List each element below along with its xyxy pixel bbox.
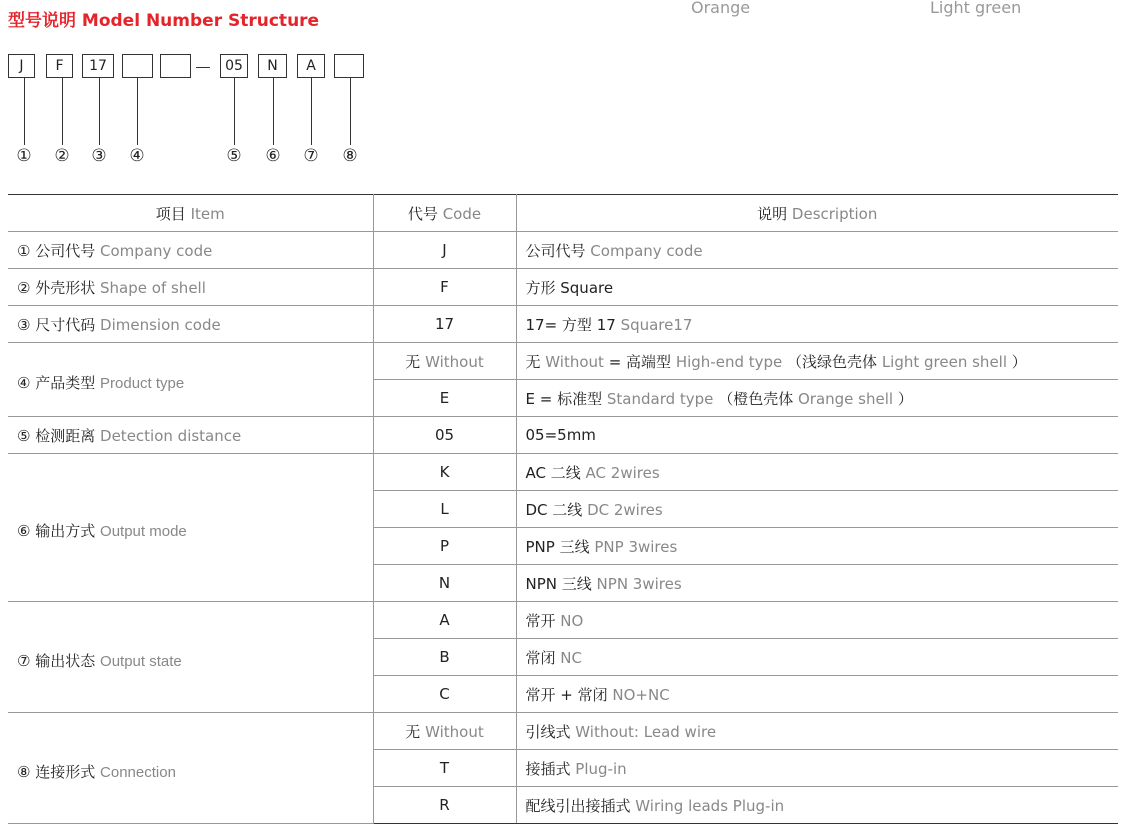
description-en: Orange shell <box>797 389 894 408</box>
description-cell <box>516 454 1118 491</box>
code-cell <box>373 491 516 528</box>
code-cell <box>373 676 516 713</box>
description-en: NO+NC <box>612 685 670 704</box>
description-cell <box>516 528 1118 565</box>
code-cell <box>373 232 516 269</box>
item-marker: ⑧ <box>17 762 31 781</box>
marker-8: ⑧ <box>342 146 358 166</box>
description-en: AC 2wires <box>585 463 660 482</box>
code-cell <box>373 602 516 639</box>
model-box-5 <box>160 54 191 78</box>
description-cn: 无 <box>525 352 541 371</box>
description-cell <box>516 565 1118 602</box>
description-cell <box>516 787 1118 824</box>
item-name-cn: 尺寸代码 <box>35 315 96 334</box>
model-box-1: J <box>8 54 35 78</box>
item-cell <box>8 269 373 306</box>
description-cn: E = 标准型 <box>525 389 603 408</box>
table-header-row <box>8 195 1118 232</box>
description-cell <box>516 639 1118 676</box>
header-item-cn: 项目 <box>155 204 186 223</box>
description-en: High-end type <box>675 352 783 371</box>
description-en: Plug-in <box>575 759 627 778</box>
item-name-en: Shape of shell <box>100 278 206 297</box>
code-cell <box>373 417 516 454</box>
table-row <box>8 713 1118 750</box>
code-value-en: Without <box>425 352 484 371</box>
description-en: NPN 3wires <box>596 574 682 593</box>
item-cell <box>8 232 373 269</box>
marker-3: ③ <box>91 146 107 166</box>
item-name-en: Dimension code <box>100 315 221 334</box>
table-body <box>8 232 1118 824</box>
table-row <box>8 602 1118 639</box>
code-value: P <box>439 537 450 555</box>
description-cn: ） <box>1011 352 1027 371</box>
item-name-en: Output state <box>100 652 182 670</box>
description-cell <box>516 676 1118 713</box>
description-cell <box>516 232 1118 269</box>
code-value: R <box>439 796 450 814</box>
description-cn: DC 二线 <box>525 500 583 519</box>
code-value: F <box>440 278 449 296</box>
header-code-cn: 代号 <box>407 204 438 223</box>
code-value: 17 <box>434 315 455 333</box>
item-name-en: Connection <box>100 763 176 781</box>
marker-7: ⑦ <box>303 146 319 166</box>
item-marker: ⑤ <box>17 426 31 445</box>
header-item-en: Item <box>190 204 225 223</box>
code-cell <box>373 787 516 824</box>
description-cell <box>516 713 1118 750</box>
table-row <box>8 269 1118 306</box>
item-name-cn: 连接形式 <box>35 762 96 781</box>
code-cell <box>373 750 516 787</box>
description-cn: （橙色壳体 <box>718 389 794 408</box>
code-value: T <box>439 759 450 777</box>
item-marker: ① <box>17 241 31 260</box>
item-name-cn: 公司代号 <box>35 241 96 260</box>
description-cn: 配线引出接插式 <box>525 796 631 815</box>
model-box-2: F <box>46 54 73 78</box>
code-cell <box>373 343 516 380</box>
item-marker: ③ <box>17 315 31 334</box>
item-marker: ⑥ <box>17 522 31 540</box>
leader-line-4 <box>137 78 138 145</box>
description-en: Without: Lead wire <box>575 722 717 741</box>
table-row <box>8 454 1118 491</box>
color-label-light-green: Light green <box>930 0 1022 17</box>
item-marker: ② <box>17 278 31 297</box>
description-cell <box>516 380 1118 417</box>
description-cell <box>516 417 1118 454</box>
item-marker: ⑦ <box>17 651 31 670</box>
description-cell <box>516 491 1118 528</box>
color-label-orange: Orange <box>691 0 751 17</box>
description-cn: AC 二线 <box>525 463 581 482</box>
description-en: Light green shell <box>881 352 1008 371</box>
code-value-en: Without <box>425 722 484 741</box>
item-cell <box>8 417 373 454</box>
model-box-3: 17 <box>82 54 114 78</box>
description-cell <box>516 269 1118 306</box>
marker-6: ⑥ <box>265 146 281 166</box>
leader-line-5 <box>234 78 235 145</box>
description-cn: 常开 + 常闭 <box>525 685 608 704</box>
code-cell <box>373 454 516 491</box>
model-box-9 <box>334 54 364 78</box>
code-value: 无 <box>405 722 421 741</box>
table-row <box>8 232 1118 269</box>
leader-line-6 <box>273 78 274 145</box>
description-cell <box>516 343 1118 380</box>
description-cn: 公司代号 <box>525 241 586 260</box>
leader-line-8 <box>350 78 351 145</box>
item-marker: ④ <box>17 374 31 392</box>
item-name-en: Output mode <box>100 523 187 540</box>
code-cell <box>373 306 516 343</box>
item-name-cn: 输出方式 <box>35 522 96 540</box>
item-cell <box>8 454 373 602</box>
description-cn: 常开 <box>525 611 556 630</box>
code-value: K <box>439 463 450 481</box>
leader-line-2 <box>62 78 63 145</box>
header-code-en: Code <box>442 204 482 223</box>
header-description <box>516 195 1118 232</box>
header-description-cn: 说明 <box>757 204 788 223</box>
leader-line-3 <box>99 78 100 145</box>
code-value: A <box>439 611 450 629</box>
item-cell <box>8 343 373 417</box>
description-en: Without <box>545 352 604 371</box>
marker-5: ⑤ <box>226 146 242 166</box>
code-cell <box>373 269 516 306</box>
marker-4: ④ <box>129 146 145 166</box>
description-cn: 常闭 <box>525 648 556 667</box>
model-box-6: 05 <box>220 54 248 78</box>
description-cn: PNP 三线 <box>525 537 590 556</box>
code-value: L <box>440 500 449 518</box>
model-box-7: N <box>258 54 287 78</box>
table-row <box>8 343 1118 380</box>
description-cn: 17= 方型 17 <box>525 315 616 334</box>
item-cell <box>8 306 373 343</box>
description-en: DC 2wires <box>587 500 663 519</box>
description-en: Company code <box>590 241 703 260</box>
description-cn: 方形 Square <box>525 278 614 297</box>
leader-line-7 <box>311 78 312 145</box>
description-cell <box>516 602 1118 639</box>
item-name-cn: 外壳形状 <box>35 278 96 297</box>
description-en: Wiring leads Plug-in <box>635 796 785 815</box>
marker-2: ② <box>54 146 70 166</box>
code-value: 无 <box>405 352 421 371</box>
item-name-cn: 检测距离 <box>35 426 96 445</box>
description-cn: 引线式 <box>525 722 571 741</box>
code-cell <box>373 380 516 417</box>
table-row <box>8 417 1118 454</box>
description-en: NC <box>560 648 582 667</box>
header-description-en: Description <box>791 204 878 223</box>
code-value: 05 <box>434 426 455 444</box>
description-cn: = 高端型 <box>608 352 672 371</box>
description-cn: （浅绿色壳体 <box>787 352 878 371</box>
model-dash <box>196 67 210 68</box>
item-name-en: Company code <box>100 241 213 260</box>
code-cell <box>373 639 516 676</box>
description-cn: NPN 三线 <box>525 574 592 593</box>
model-spec-table <box>8 194 1118 824</box>
description-cell <box>516 750 1118 787</box>
item-name-cn: 输出状态 <box>35 651 96 670</box>
description-cn: 接插式 <box>525 759 571 778</box>
page-title: 型号说明 Model Number Structure <box>8 11 320 31</box>
code-cell <box>373 565 516 602</box>
code-value: J <box>442 241 447 259</box>
item-name-en: Product type <box>100 375 185 392</box>
code-value: E <box>439 389 450 407</box>
model-box-4 <box>122 54 153 78</box>
code-value: C <box>439 685 450 703</box>
description-cn: ） <box>897 389 913 408</box>
header-item <box>8 195 373 232</box>
description-cell <box>516 306 1118 343</box>
code-value: B <box>439 648 450 666</box>
table-row <box>8 306 1118 343</box>
item-name-en: Detection distance <box>100 426 242 445</box>
code-cell <box>373 528 516 565</box>
header-code <box>373 195 516 232</box>
item-cell <box>8 602 373 713</box>
description-en: Standard type <box>606 389 714 408</box>
model-box-8: A <box>297 54 325 78</box>
description-en: NO <box>560 611 584 630</box>
description-en: Square17 <box>620 315 693 334</box>
description-cn: 05=5mm <box>525 426 596 444</box>
marker-1: ① <box>16 146 32 166</box>
description-en: PNP 3wires <box>594 537 678 556</box>
code-value: N <box>438 574 451 592</box>
item-name-cn: 产品类型 <box>35 374 96 392</box>
leader-line-1 <box>24 78 25 145</box>
item-cell <box>8 713 373 824</box>
code-cell <box>373 713 516 750</box>
